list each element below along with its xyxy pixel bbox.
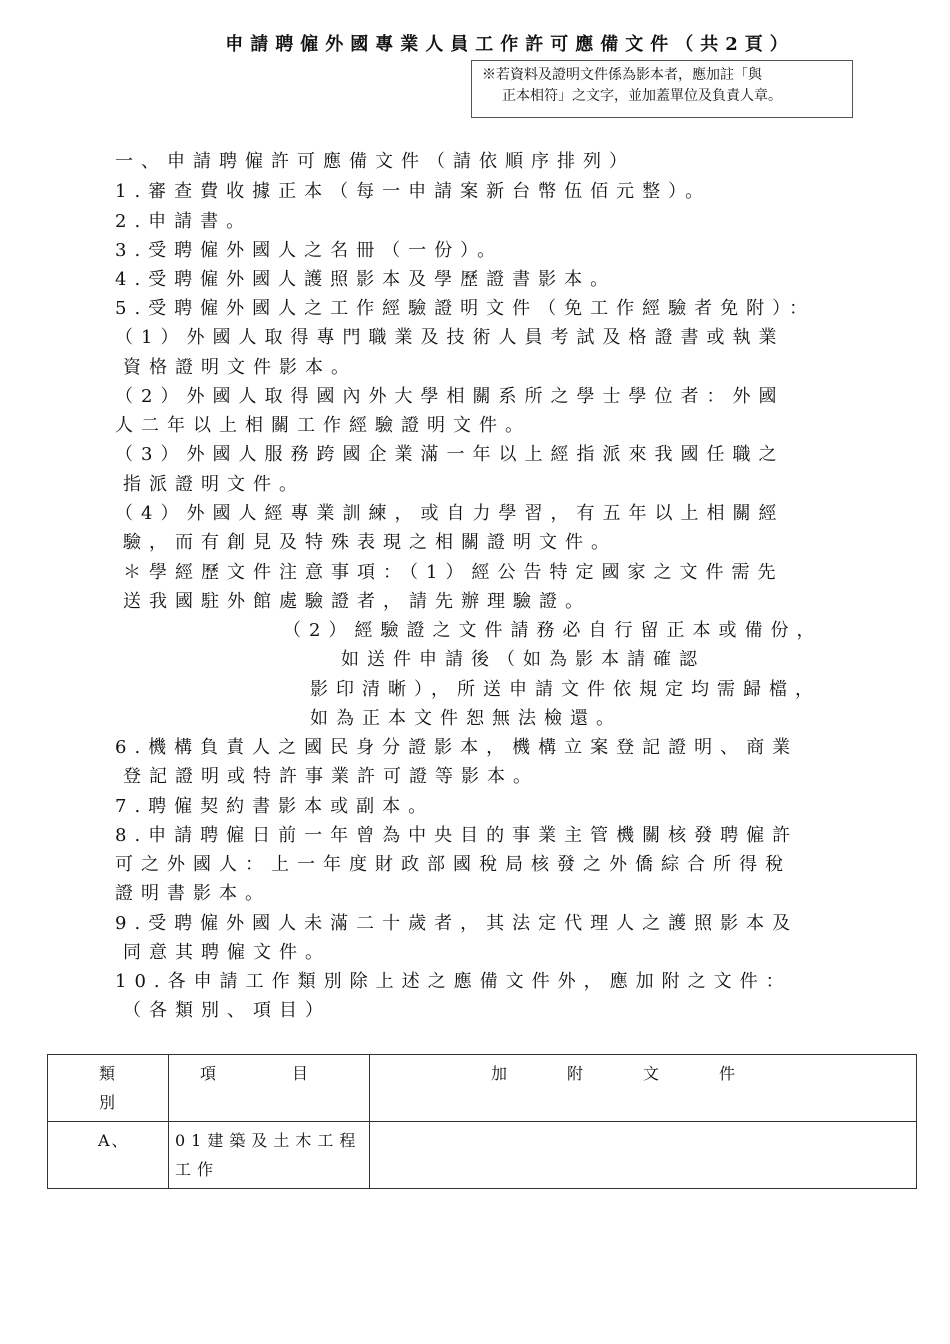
cell-docs: [370, 1122, 917, 1189]
list-item: （2）外國人取得國內外大學相關系所之學士學位者：外國: [115, 386, 785, 407]
list-item: （3）外國人服務跨國企業滿一年以上經指派來我國任職之: [115, 444, 785, 465]
list-item: 影印清晰），所送申請文件依規定均需歸檔，: [310, 679, 821, 700]
table-row: [48, 1122, 917, 1189]
list-item: 送我國駐外館處驗證者，請先辦理驗證。: [123, 591, 591, 612]
list-item: 4.受聘僱外國人護照影本及學歷證書影本。: [115, 269, 617, 290]
list-item: 人二年以上相關工作經驗證明文件。: [115, 415, 531, 436]
header-docs: 加附文件: [370, 1055, 917, 1122]
cell-item: 01建築及土木工程工作: [169, 1122, 370, 1189]
header-category: 類別: [48, 1055, 169, 1122]
list-item: 驗，而有創見及特殊表現之相關證明文件。: [123, 532, 617, 553]
photocopy-note: [471, 60, 853, 118]
list-item: 指派證明文件。: [123, 474, 305, 495]
list-item: ＊學經歷文件注意事項：（1）經公告特定國家之文件需先: [123, 562, 784, 583]
cell-category: A、: [48, 1122, 169, 1189]
list-item: 6.機構負責人之國民身分證影本，機構立案登記證明、商業: [115, 737, 799, 758]
list-item: （4）外國人經專業訓練，或自力學習，有五年以上相關經: [115, 503, 785, 524]
section-heading: 一、申請聘僱許可應備文件（請依順序排列）: [115, 151, 635, 172]
list-item: 證明書影本。: [115, 883, 271, 904]
note-line-2: 正本相符」之文字，並加蓋單位及負責人章。: [502, 88, 782, 104]
list-item: （各類別、項目）: [123, 1000, 331, 1021]
header-item: 項 目: [169, 1055, 370, 1122]
list-item: 5.受聘僱外國人之工作經驗證明文件（免工作經驗者免附）：: [115, 298, 816, 319]
note-line-1: ※若資料及證明文件係為影本者，應加註「與: [482, 67, 762, 83]
list-item: 3.受聘僱外國人之名冊（一份）。: [115, 240, 504, 261]
list-item: 可之外國人：上一年度財政部國稅局核發之外僑綜合所得稅: [115, 854, 791, 875]
list-item: 如送件申請後（如為影本請確認: [341, 649, 705, 670]
list-item: （1）外國人取得專門職業及技術人員考試及格證書或執業: [115, 327, 785, 348]
document-title: 申請聘僱外國專業人員工作許可應備文件（共2頁）: [225, 34, 795, 55]
list-item: 資格證明文件影本。: [123, 357, 357, 378]
list-item: （2）經驗證之文件請務必自行留正本或備份，: [283, 620, 823, 641]
list-item: 2.申請書。: [115, 211, 253, 232]
list-item: 同意其聘僱文件。: [123, 942, 331, 963]
list-item: 10.各申請工作類別除上述之應備文件外，應加附之文件：: [115, 971, 792, 992]
table-header-row: [48, 1055, 917, 1122]
list-item: 登記證明或特許事業許可證等影本。: [123, 766, 539, 787]
list-item: 如為正本文件恕無法檢還。: [310, 708, 622, 729]
list-item: 7.聘僱契約書影本或副本。: [115, 796, 435, 817]
attachment-table: [47, 1054, 917, 1189]
list-item: 9.受聘僱外國人未滿二十歲者，其法定代理人之護照影本及: [115, 913, 799, 934]
list-item: 8.申請聘僱日前一年曾為中央目的事業主管機關核發聘僱許: [115, 825, 799, 846]
list-item: 1.審查費收據正本（每一申請案新台幣伍佰元整）。: [115, 181, 712, 202]
